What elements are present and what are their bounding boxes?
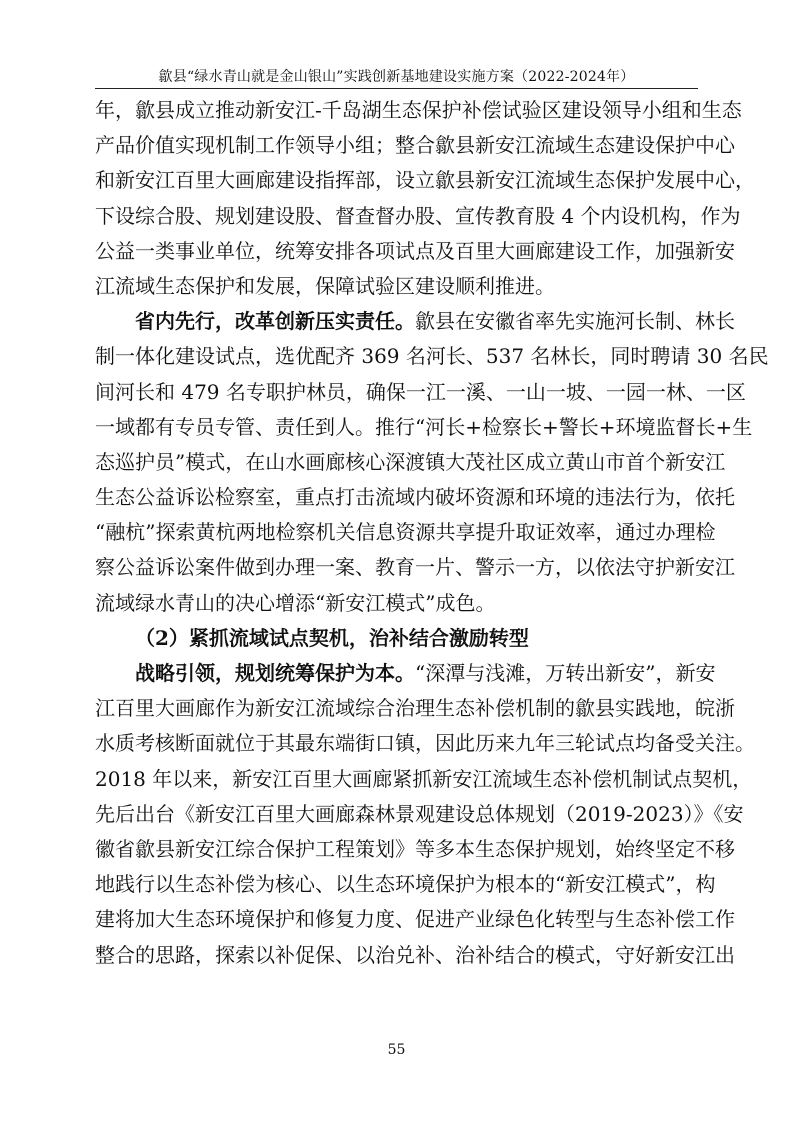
text-run: 歙县在安徽省率先实施河长制、林长 — [415, 309, 735, 334]
text-line: “融杭”探索黄杭两地检察机关信息资源共享提升取证效率，通过办理检 — [95, 520, 716, 545]
text-line: 察公益诉讼案件做到办理一案、教育一片、警示一方，以依法守护新安江 — [95, 555, 735, 580]
text-line: 生态公益诉讼检察室，重点打击流域内破坏资源和环境的违法行为，依托 — [95, 485, 735, 510]
text-line: 2018 年以来，新安江百里大画廊紧抓新安江流域生态补偿机制试点契机， — [95, 766, 753, 791]
text-line: 和新安江百里大画廊建设指挥部，设立歙县新安江流域生态保护发展中心， — [95, 168, 755, 193]
text-line: 间河长和 479 名专职护林员，确保一江一溪、一山一坡、一园一林、一区 — [95, 379, 746, 404]
text-line — [95, 656, 716, 691]
text-line: 年，歙县成立推动新安江-千岛湖生态保护补偿试验区建设领导小组和生态 — [95, 98, 742, 122]
text-line: 地践行以生态补偿为核心、以生态环境保护为根本的“新安江模式”，构 — [95, 872, 716, 897]
text-line: 徽省歙县新安江综合保护工程策划》等多本生态保护规划，始终坚定不移 — [95, 836, 735, 861]
text-line: 整合的思路，探索以补促保、以治兑补、治补结合的模式，守好新安江出 — [95, 942, 735, 967]
paragraph-lead: 省内先行，改革创新压实责任。 — [135, 309, 415, 334]
header-rule — [95, 88, 698, 89]
text-line — [95, 304, 735, 339]
text-line: 制一体化建设试点，选优配齐 369 名河长、537 名林长，同时聘请 30 名民 — [95, 344, 769, 369]
text-line: 下设综合股、规划建设股、督查督办股、宣传教育股 4 个内设机构，作为 — [95, 203, 741, 228]
page-number: 55 — [387, 1042, 406, 1058]
text-line: 产品价值实现机制工作领导小组；整合歙县新安江流域生态建设保护中心 — [95, 133, 735, 158]
text-line: 江百里大画廊作为新安江流域综合治理生态补偿机制的歙县实践地，皖浙 — [95, 696, 735, 721]
text-run: “深潭与浅滩，万转出新安”，新安 — [415, 661, 716, 685]
text-line: 江流域生态保护和发展，保障试验区建设顺利推进。 — [95, 273, 555, 298]
text-line: 先后出台《新安江百里大画廊森林景观建设总体规划（2019-2023）》《安 — [95, 801, 744, 826]
paragraph-1 — [95, 93, 755, 304]
text-line: 态巡护员”模式，在山水画廊核心深渡镇大茂社区成立黄山市首个新安江 — [95, 449, 726, 474]
section-heading: （2）紧抓流域试点契机，治补结合激励转型 — [135, 625, 529, 650]
paragraph-lead: 战略引领，规划统筹保护为本。 — [135, 661, 415, 685]
text-line: 水质考核断面就位于其最东端街口镇，因此历来九年三轮试点均备受关注。 — [95, 731, 755, 756]
paragraph-3 — [95, 656, 755, 973]
paragraph-2 — [95, 304, 769, 621]
text-line: 一域都有专员专管、责任到人。推行“河长+检察长+警长+环境监督长+生 — [95, 414, 753, 439]
running-header: 歙县“绿水青山就是金山银山”实践创新基地建设实施方案（2022-2024年） — [158, 69, 635, 85]
body-text — [95, 93, 769, 973]
text-line: 公益一类事业单位，统筹安排各项试点及百里大画廊建设工作，加强新安 — [95, 238, 735, 263]
text-line: 流域绿水青山的决心增添“新安江模式”成色。 — [95, 590, 496, 615]
text-line: 建将加大生态环境保护和修复力度、促进产业绿色化转型与生态补偿工作 — [95, 907, 735, 932]
